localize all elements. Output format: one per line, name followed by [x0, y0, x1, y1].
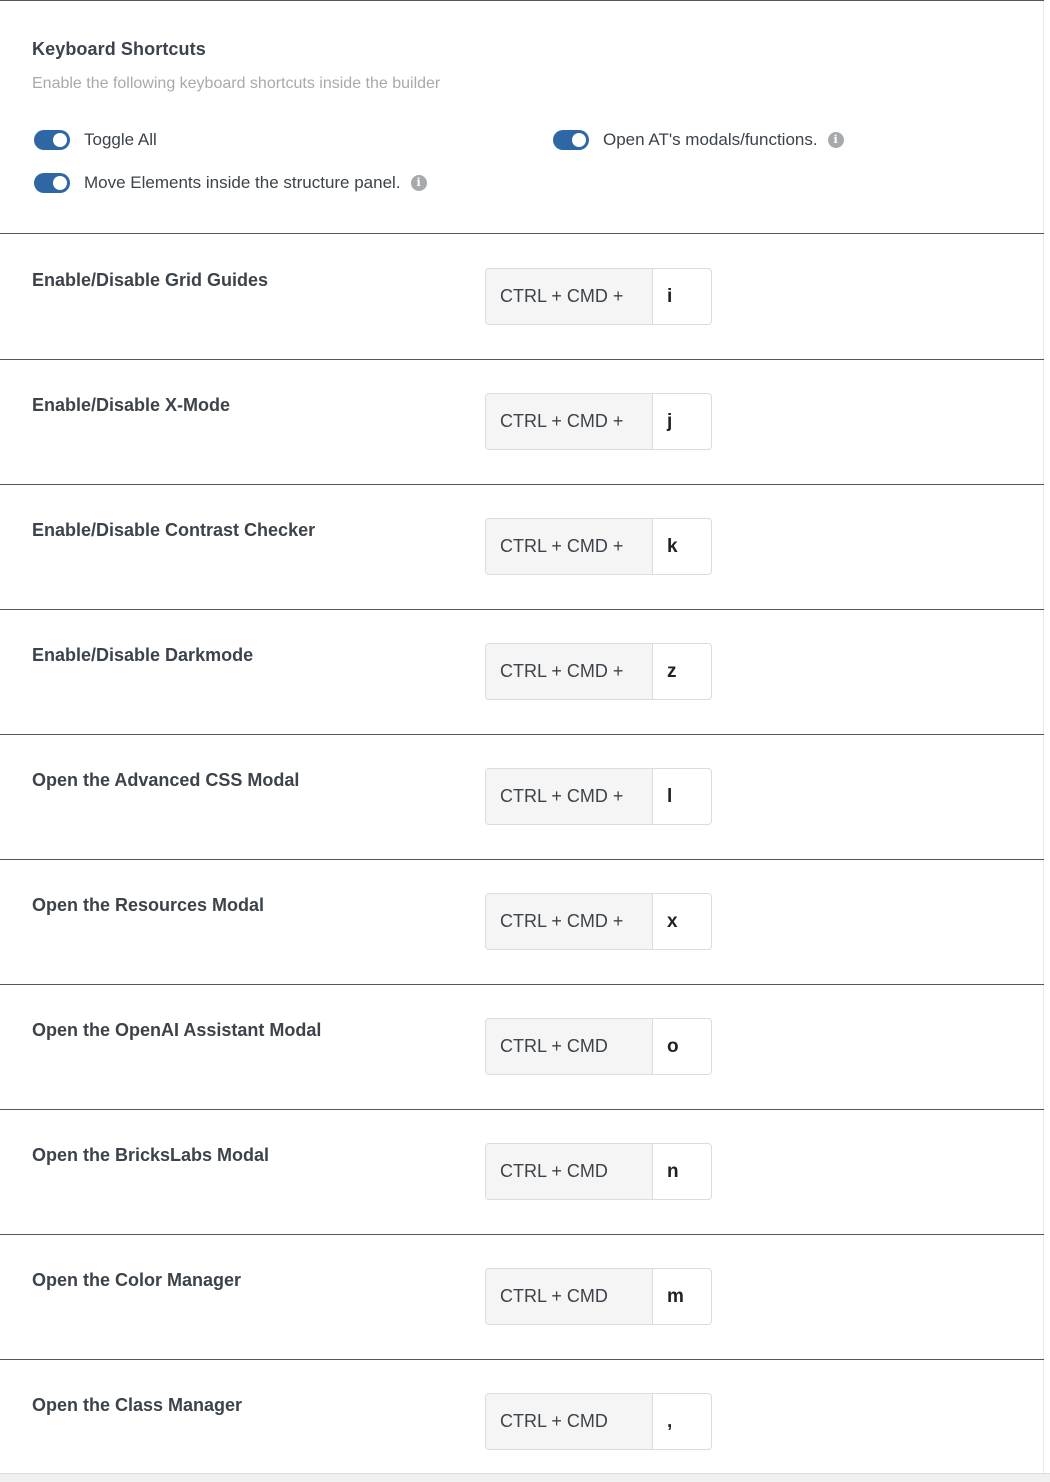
open-at-modals-row[interactable]	[553, 128, 844, 152]
shortcut-row-grid-guides	[0, 235, 1044, 360]
shortcut-label: Open the Class Manager	[32, 1395, 243, 1415]
shortcut-row-contrast-checker	[0, 485, 1044, 610]
shortcut-key-input[interactable]: ,	[667, 1410, 673, 1432]
shortcut-label: Open the Color Manager	[32, 1270, 242, 1290]
shortcut-row-darkmode	[0, 610, 1044, 735]
switch-knob	[53, 133, 67, 147]
shortcut-key-input[interactable]: l	[667, 785, 673, 807]
shortcut-key-input[interactable]: k	[667, 535, 678, 557]
move-elements-label: Move Elements inside the structure panel.	[84, 173, 401, 192]
shortcut-modifier: CTRL + CMD +	[486, 394, 653, 449]
section-title: Keyboard Shortcuts	[32, 39, 206, 59]
shortcut-label: Open the OpenAI Assistant Modal	[32, 1020, 322, 1040]
shortcut-modifier: CTRL + CMD	[486, 1019, 653, 1074]
shortcut-label: Open the BricksLabs Modal	[32, 1145, 270, 1165]
shortcut-row-class-manager	[0, 1360, 1044, 1473]
shortcut-combo	[485, 518, 712, 575]
shortcut-row-resources	[0, 860, 1044, 985]
open-at-modals-label: Open AT's modals/functions.	[603, 130, 818, 149]
shortcut-row-brickslabs	[0, 1110, 1044, 1235]
move-elements-switch[interactable]	[34, 173, 70, 193]
shortcut-combo	[485, 268, 712, 325]
shortcuts-header	[0, 1, 1044, 234]
shortcut-row-x-mode	[0, 360, 1044, 485]
shortcut-label: Enable/Disable Darkmode	[32, 645, 254, 665]
shortcut-row-advanced-css	[0, 735, 1044, 860]
shortcut-label: Enable/Disable X-Mode	[32, 395, 231, 415]
shortcut-key-input[interactable]: n	[667, 1160, 679, 1182]
shortcut-label: Open the Advanced CSS Modal	[32, 770, 300, 790]
shortcut-modifier: CTRL + CMD	[486, 1394, 653, 1449]
shortcut-label: Enable/Disable Contrast Checker	[32, 520, 316, 540]
shortcut-row-color-manager	[0, 1235, 1044, 1360]
shortcut-key-input[interactable]: o	[667, 1035, 679, 1057]
shortcut-combo	[485, 1268, 712, 1325]
shortcut-combo	[485, 1018, 712, 1075]
shortcut-key-input[interactable]: x	[667, 910, 678, 932]
section-description: Enable the following keyboard shortcuts inside the builder	[32, 75, 441, 92]
shortcut-combo	[485, 643, 712, 700]
shortcut-modifier: CTRL + CMD	[486, 1269, 653, 1324]
shortcut-row-openai-assistant	[0, 985, 1044, 1110]
shortcut-key-input[interactable]: j	[667, 410, 673, 432]
shortcut-modifier: CTRL + CMD	[486, 1144, 653, 1199]
shortcut-modifier: CTRL + CMD +	[486, 269, 653, 324]
shortcut-label: Open the Resources Modal	[32, 895, 265, 915]
toggle-all-row[interactable]	[34, 128, 157, 152]
switch-knob	[572, 133, 586, 147]
shortcut-key-input[interactable]: m	[667, 1285, 684, 1307]
shortcut-combo	[485, 1393, 712, 1450]
shortcut-key-input[interactable]: i	[667, 285, 673, 307]
shortcut-label: Enable/Disable Grid Guides	[32, 270, 269, 290]
info-icon[interactable]: i	[828, 132, 844, 148]
shortcut-modifier: CTRL + CMD +	[486, 894, 653, 949]
open-at-modals-switch[interactable]	[553, 130, 589, 150]
shortcut-modifier: CTRL + CMD +	[486, 769, 653, 824]
shortcut-combo	[485, 768, 712, 825]
toggle-all-switch[interactable]	[34, 130, 70, 150]
move-elements-row[interactable]	[34, 171, 427, 195]
shortcut-combo	[485, 393, 712, 450]
shortcut-combo	[485, 1143, 712, 1200]
shortcut-modifier: CTRL + CMD +	[486, 519, 653, 574]
toggle-all-label: Toggle All	[84, 130, 157, 149]
shortcut-key-input[interactable]: z	[667, 660, 677, 682]
info-icon[interactable]: i	[411, 175, 427, 191]
switch-knob	[53, 176, 67, 190]
shortcut-combo	[485, 893, 712, 950]
bottom-edge	[0, 1473, 1050, 1482]
shortcut-modifier: CTRL + CMD +	[486, 644, 653, 699]
